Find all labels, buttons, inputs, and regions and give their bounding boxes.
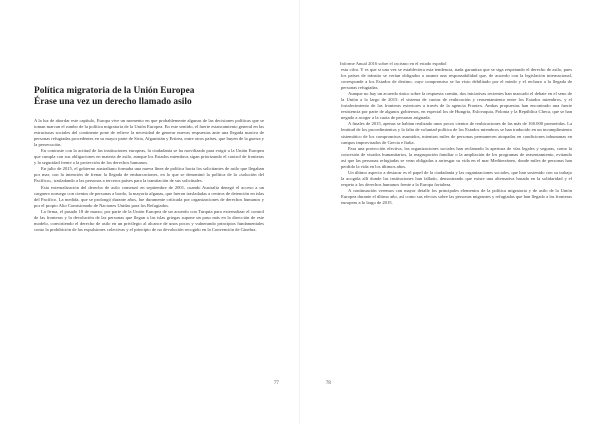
right-text-column xyxy=(341,67,572,206)
chapter-title-line-1: Política migratoria de la Unión Europea xyxy=(34,86,195,96)
page-number-left: 77 xyxy=(274,381,279,386)
paragraph: La firma, el pasado 18 de marzo, por parte de la Unión Europea de un acuerdo con Turquía para externalizar el control de las fronteras y la devolución de las personas que llegan a las islas griegas supone un paso más en la dirección de este modelo, convirtiendo el derecho de asilo en un privilegio al alcance de unos pocos y vulnerando principios fundamentales como la prohibición de las expulsiones colectivas y el principio de no devolución recogido en la Convención de Ginebra. xyxy=(34,208,264,232)
paragraph: En julio de 2015, el gobierno australiano formaba una nueva línea de política hacia los solicitantes de asilo que llegaban por mar, con la intención de frenar la llegada de embarcaciones, en lo que se denominó la política de la «solución del Pacífico», trasladando a las personas a terceros países para la tramitación de sus solicitudes. xyxy=(34,166,264,184)
left-text-column xyxy=(34,118,264,233)
running-head: Informe Anual 2016 sobre el racismo en el estado español xyxy=(340,61,447,66)
paragraph: Un último aspecto a destacar es el papel de la ciudadanía y las organizaciones sociales, que han sostenido con su trabajo la acogida allí donde las instituciones han fallado, demostrando que existe una alternativa basada en la solidaridad y el respeto a los derechos humanos frente a la Europa fortaleza. xyxy=(341,169,572,187)
paragraph: Para una protección efectiva, las organizaciones sociales han reclamado la apertura de vías legales y seguras, como la concesión de visados humanitarios, la reagrupación familiar o la ampliación de los programas de reasentamiento, evitando así que las personas refugiadas se vean obligadas a arriesgar su vida en el mar Mediterráneo, donde miles de personas han perdido la vida en los últimos años. xyxy=(341,145,572,169)
paragraph: A finales de 2015, apenas se habían realizado unos pocos cientos de reubicaciones de las más de 160.000 prometidas. La lentitud de los procedimientos y la falta de voluntad política de los Estados miembros se han traducido en un incumplimiento sistemático de los compromisos asumidos, mientras miles de personas permanecen atrapadas en condiciones inhumanas en campos improvisados de Grecia e Italia. xyxy=(341,121,572,145)
paragraph: En contraste con la actitud de las instituciones europeas, la ciudadanía se ha movilizado para exigir a la Unión Europea que cumpla con sus obligaciones en materia de asilo, aunque los Estados miembros sigan priorizando el control de fronteras y la seguridad frente a la protección de los derechos humanos. xyxy=(34,148,264,166)
paragraph: Aunque no hay un acuerdo único sobre la respuesta común, dos iniciativas recientes han marcado el debate en el seno de la Unión a lo largo de 2015: el sistema de cuotas de reubicación y reasentamiento entre los Estados miembros, y el fortalecimiento de las fronteras exteriores a través de la agencia Frontex. Ambas propuestas han encontrado una fuerte resistencia por parte de algunos gobiernos, en especial los de Hungría, Eslovaquia, Polonia y la República Checa, que se han negado a acoger a la cuota de personas asignada. xyxy=(341,91,572,121)
paragraph: A continuación veremos con mayor detalle los principales elementos de la política migratoria y de asilo de la Unión Europea durante el último año, así como sus efectos sobre las personas migrantes y refugiadas que han llegado a las fronteras europeas a lo largo de 2015. xyxy=(341,187,572,206)
chapter-title xyxy=(34,86,264,108)
chapter-title-line-2: Érase una vez un derecho llamado asilo xyxy=(34,97,192,107)
paragraph: Esta externalización del derecho de asilo comenzó en septiembre de 2001, cuando Australia denegó el acceso a un carguero noruego con cientos de personas a bordo, la mayoría afganas, que fueron trasladadas a centros de detención en islas del Pacífico. La medida, que se prolongó durante años, fue duramente criticada por organizaciones de derechos humanos y por el propio Alto Comisionado de Naciones Unidas para los Refugiados. xyxy=(34,184,264,208)
paragraph: esta cifra. Y es que si una vez se estableciera esta tendencia, nada garantiza que se siga respetando el derecho de asilo, pues los países de tránsito se verían obligados a asumir una responsabilidad que, de acuerdo con la legislación internacional, corresponde a los Estados de destino, cuyo compromiso se ha visto debilitado por el miedo y el rechazo a la llegada de personas refugiadas. xyxy=(341,67,572,91)
page-number-right: 78 xyxy=(326,381,331,386)
book-gutter xyxy=(299,0,300,424)
paragraph: A la luz de abordar este capítulo, Europa vive un momento en que probablemente algunas de las decisiones políticas que se toman marcan el rumbo de la política migratoria de la Unión Europea. En este sentido, el fuerte estancamiento general en las estructuras sociales del continente pone de relieve la necesidad de generar nuevas respuestas ante una llegada masiva de personas refugiadas procedentes en su mayor parte de Siria, Afganistán y Eritrea, entre otros países, que huyen de la guerra y la persecución. xyxy=(34,118,264,148)
